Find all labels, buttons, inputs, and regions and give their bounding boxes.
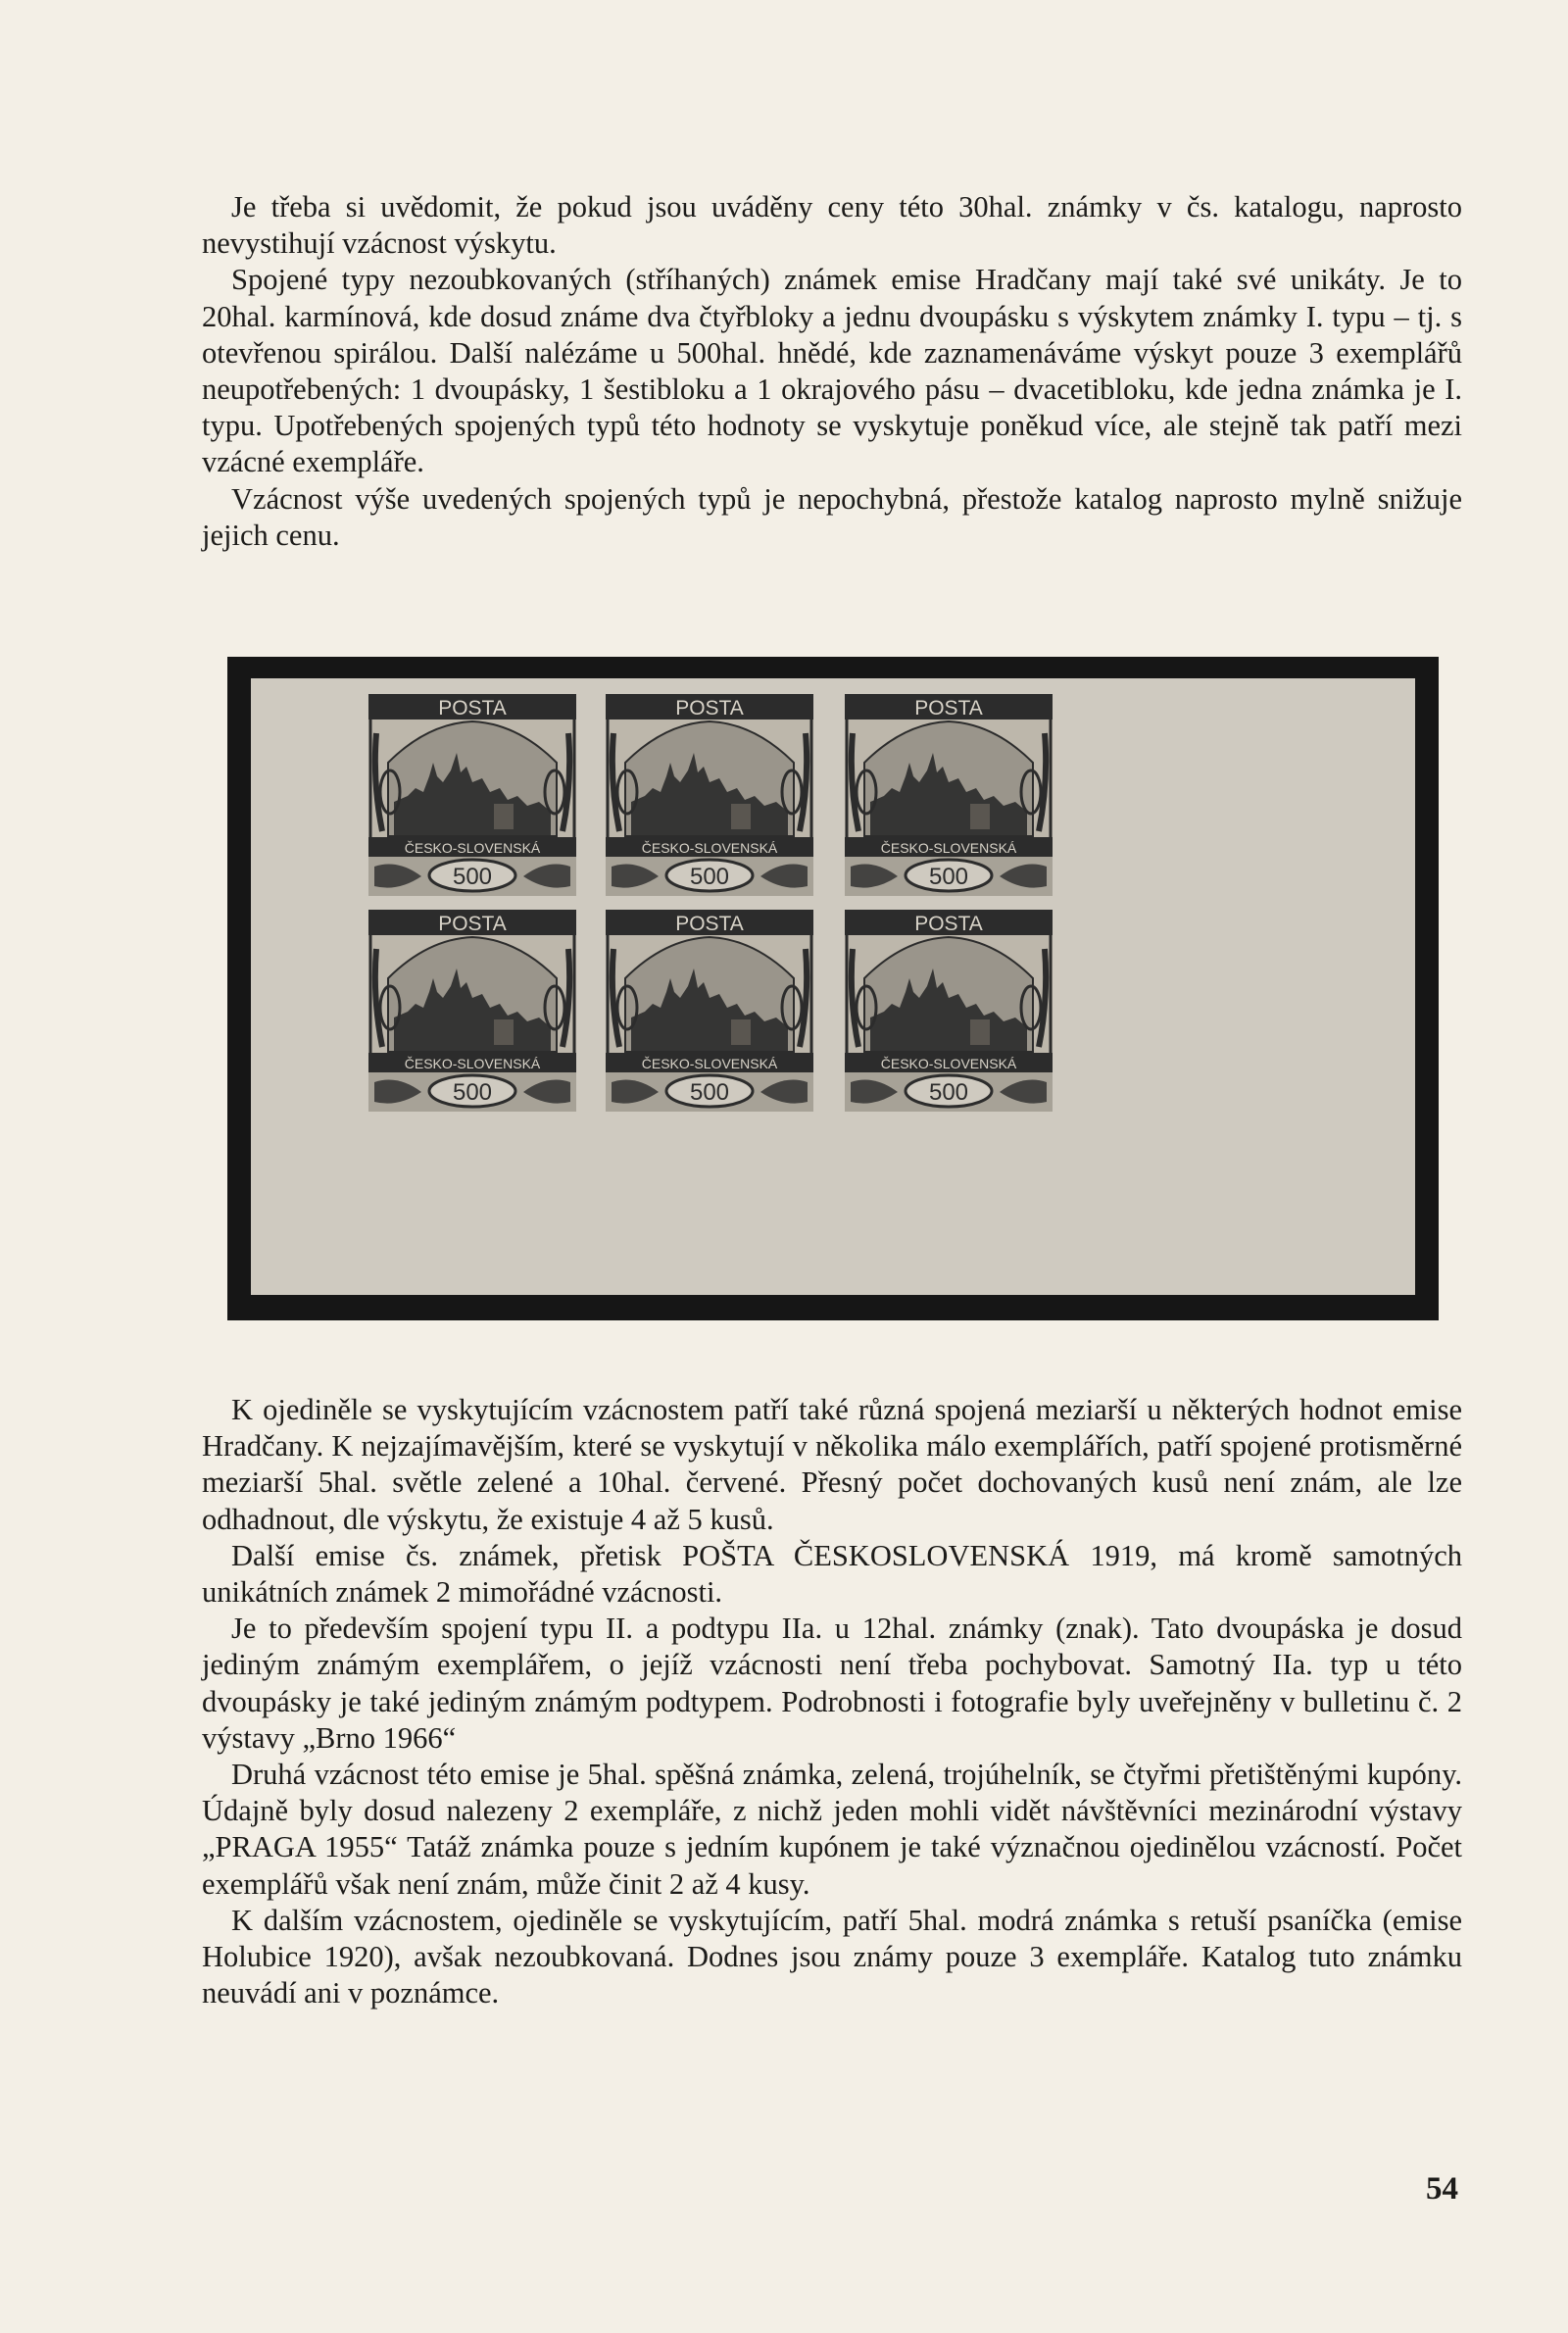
paragraph: K dalším vzácnostem, ojediněle se vyskytujícím, patří 5hal. modrá známka s retuší psaníčka (emise Holubice 1920), avšak nezoubkovaná. Dodnes jsou známy pouze 3 exempláře. Katalog tuto známku neuvádí ani v poznámce.	[202, 1903, 1462, 2010]
stamp-country-text: ČESKO-SLOVENSKÁ	[404, 1056, 541, 1071]
paragraph: Druhá vzácnost této emise je 5hal. spěšná známka, zelená, trojúhelník, se čtyřmi přetištěnými kupóny. Údajně byly dosud nalezeny 2 exempláře, z nichž jeden mohli vidět návštěvníci mezinárodní výstavy „PRAGA 1955“ Tatáž známka pouze s jedním kupónem je také význačnou ojedinělou vzácností. Počet exemplářů však není znám, může činit 2 až 4 kusy.	[202, 1758, 1462, 1901]
stamp	[845, 694, 1053, 896]
paragraph: Je třeba si uvědomit, že pokud jsou uváděny ceny této 30hal. známky v čs. katalogu, naprosto nevystihují vzácnost výskytu.	[202, 190, 1462, 261]
paragraph: Vzácnost výše uvedených spojených typů je nepochybná, přestože katalog naprosto mylně snižuje jejich cenu.	[202, 481, 1462, 552]
stamp-block-photo	[227, 657, 1439, 1320]
text-block-bottom	[202, 1392, 1462, 2011]
stamp-top-text: POSTA	[675, 697, 744, 720]
text-block-top	[202, 189, 1462, 554]
stamp-top-text: POSTA	[438, 913, 507, 935]
stamp-value-text: 500	[452, 864, 493, 890]
stamp-top-text: POSTA	[914, 913, 983, 935]
stamp-country-text: ČESKO-SLOVENSKÁ	[880, 1056, 1017, 1071]
stamp	[845, 910, 1053, 1112]
page-number: 54	[1426, 2171, 1458, 2207]
stamp-value-text: 500	[689, 864, 730, 890]
stamp	[606, 910, 813, 1112]
stamp-country-text: ČESKO-SLOVENSKÁ	[641, 840, 778, 856]
paragraph: Další emise čs. známek, přetisk POŠTA ČESKOSLOVENSKÁ 1919, má kromě samotných unikátních známek 2 mimořádné vzácnosti.	[202, 1538, 1462, 1610]
stamp	[368, 694, 576, 896]
stamp-country-text: ČESKO-SLOVENSKÁ	[880, 840, 1017, 856]
stamp-top-text: POSTA	[675, 913, 744, 935]
stamp-value-text: 500	[452, 1079, 493, 1106]
paragraph: Je to především spojení typu II. a podtypu IIa. u 12hal. známky (znak). Tato dvoupáska je dosud jediným známým exemplářem, o jejíž vzácnosti není třeba pochybovat. Samotný IIa. typ u této dvoupásky je také jediným známým podtypem. Podrobnosti i fotografie byly uveřejněny v bulletinu č. 2 výstavy „Brno 1966“	[202, 1612, 1462, 1755]
paragraph: Spojené typy nezoubkovaných (stříhaných) známek emise Hradčany mají také své unikáty. Je to 20hal. karmínová, kde dosud známe dva čtyřbloky a jednu dvoupásku s výskytem známky I. typu – tj. s otevřenou spirálou. Další nalézáme u 500hal. hnědé, kde zaznamenáváme výskyt pouze 3 exemplářů neupotřebených: 1 dvoupásky, 1 šestibloku a 1 okrajového pásu – dvacetibloku, kde jedna známka je I. typu. Upotřebených spojených typů této hodnoty se vyskytuje poněkud více, ale stejně tak patří mezi vzácné exempláře.	[202, 263, 1462, 479]
stamp-top-text: POSTA	[914, 697, 983, 720]
paragraph: K ojediněle se vyskytujícím vzácnostem patří také různá spojená meziarší u některých hodnot emise Hradčany. K nejzajímavějším, které se vyskytují v několika málo exemplářích, patří spojené protisměrné meziarší 5hal. světle zelené a 10hal. červené. Přesný počet dochovaných kusů není znám, ale lze odhadnout, dle výskytu, že existuje 4 až 5 kusů.	[202, 1393, 1462, 1536]
stamp	[368, 910, 576, 1112]
stamp-country-text: ČESKO-SLOVENSKÁ	[641, 1056, 778, 1071]
stamp	[606, 694, 813, 896]
stamp-top-text: POSTA	[438, 697, 507, 720]
stamp-country-text: ČESKO-SLOVENSKÁ	[404, 840, 541, 856]
stamp-value-text: 500	[689, 1079, 730, 1106]
stamp-block-background	[251, 678, 1415, 1295]
stamp-value-text: 500	[928, 1079, 969, 1106]
stamp-value-text: 500	[928, 864, 969, 890]
